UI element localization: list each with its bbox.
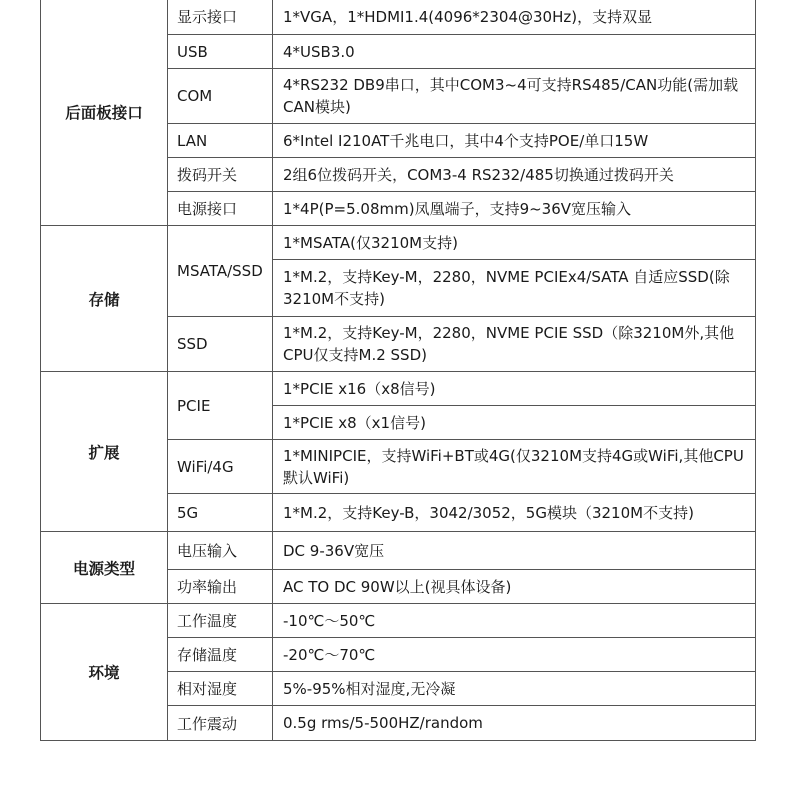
category-storage: 存储 [41, 226, 168, 372]
row-value: 4*RS232 DB9串口，其中COM3~4可支持RS485/CAN功能(需加载CAN模块) [273, 69, 756, 124]
table-row [41, 604, 756, 638]
row-value: 6*Intel I210AT千兆电口，其中4个支持POE/单口15W [273, 124, 756, 158]
row-label: 存储温度 [168, 638, 273, 672]
row-value: 1*VGA，1*HDMI1.4(4096*2304@30Hz)，支持双显 [273, 0, 756, 35]
row-value: 1*PCIE x16（x8信号) [273, 372, 756, 406]
row-label: WiFi/4G [168, 440, 273, 494]
row-label: 工作温度 [168, 604, 273, 638]
row-label: COM [168, 69, 273, 124]
row-value: DC 9-36V宽压 [273, 532, 756, 570]
row-value: -20℃～70℃ [273, 638, 756, 672]
row-label: 电源接口 [168, 192, 273, 226]
row-value: 0.5g rms/5-500HZ/random [273, 706, 756, 741]
row-value: 1*MINIPCIE，支持WiFi+BT或4G(仅3210M支持4G或WiFi,其他CPU默认WiFi) [273, 440, 756, 494]
row-label: 拨码开关 [168, 158, 273, 192]
row-label: 工作震动 [168, 706, 273, 741]
row-label: 显示接口 [168, 0, 273, 35]
row-label: LAN [168, 124, 273, 158]
category-power: 电源类型 [41, 532, 168, 604]
row-value: 1*M.2，支持Key-B，3042/3052，5G模块（3210M不支持) [273, 494, 756, 532]
spec-table [40, 0, 756, 741]
row-value: -10℃～50℃ [273, 604, 756, 638]
row-label: 相对湿度 [168, 672, 273, 706]
row-value: 5%-95%相对湿度,无冷凝 [273, 672, 756, 706]
table-row [41, 0, 756, 35]
row-value: 1*4P(P=5.08mm)凤凰端子，支持9~36V宽压输入 [273, 192, 756, 226]
row-label: 5G [168, 494, 273, 532]
table-row [41, 532, 756, 570]
row-value: 1*PCIE x8（x1信号) [273, 406, 756, 440]
row-label: SSD [168, 317, 273, 372]
row-value: 4*USB3.0 [273, 35, 756, 69]
row-value: 2组6位拨码开关，COM3-4 RS232/485切换通过拨码开关 [273, 158, 756, 192]
row-value: 1*MSATA(仅3210M支持) [273, 226, 756, 260]
category-expansion: 扩展 [41, 372, 168, 532]
row-value: 1*M.2，支持Key-M，2280，NVME PCIEx4/SATA 自适应SSD(除3210M不支持) [273, 260, 756, 317]
row-label: 电压输入 [168, 532, 273, 570]
table-row [41, 226, 756, 260]
row-label: MSATA/SSD [168, 226, 273, 317]
row-label: PCIE [168, 372, 273, 440]
category-rear-panel: 后面板接口 [41, 0, 168, 226]
row-label: 功率输出 [168, 570, 273, 604]
table-row [41, 372, 756, 406]
row-value: 1*M.2，支持Key-M，2280，NVME PCIE SSD（除3210M外,其他CPU仅支持M.2 SSD) [273, 317, 756, 372]
row-label: USB [168, 35, 273, 69]
category-environment: 环境 [41, 604, 168, 741]
row-value: AC TO DC 90W以上(视具体设备) [273, 570, 756, 604]
